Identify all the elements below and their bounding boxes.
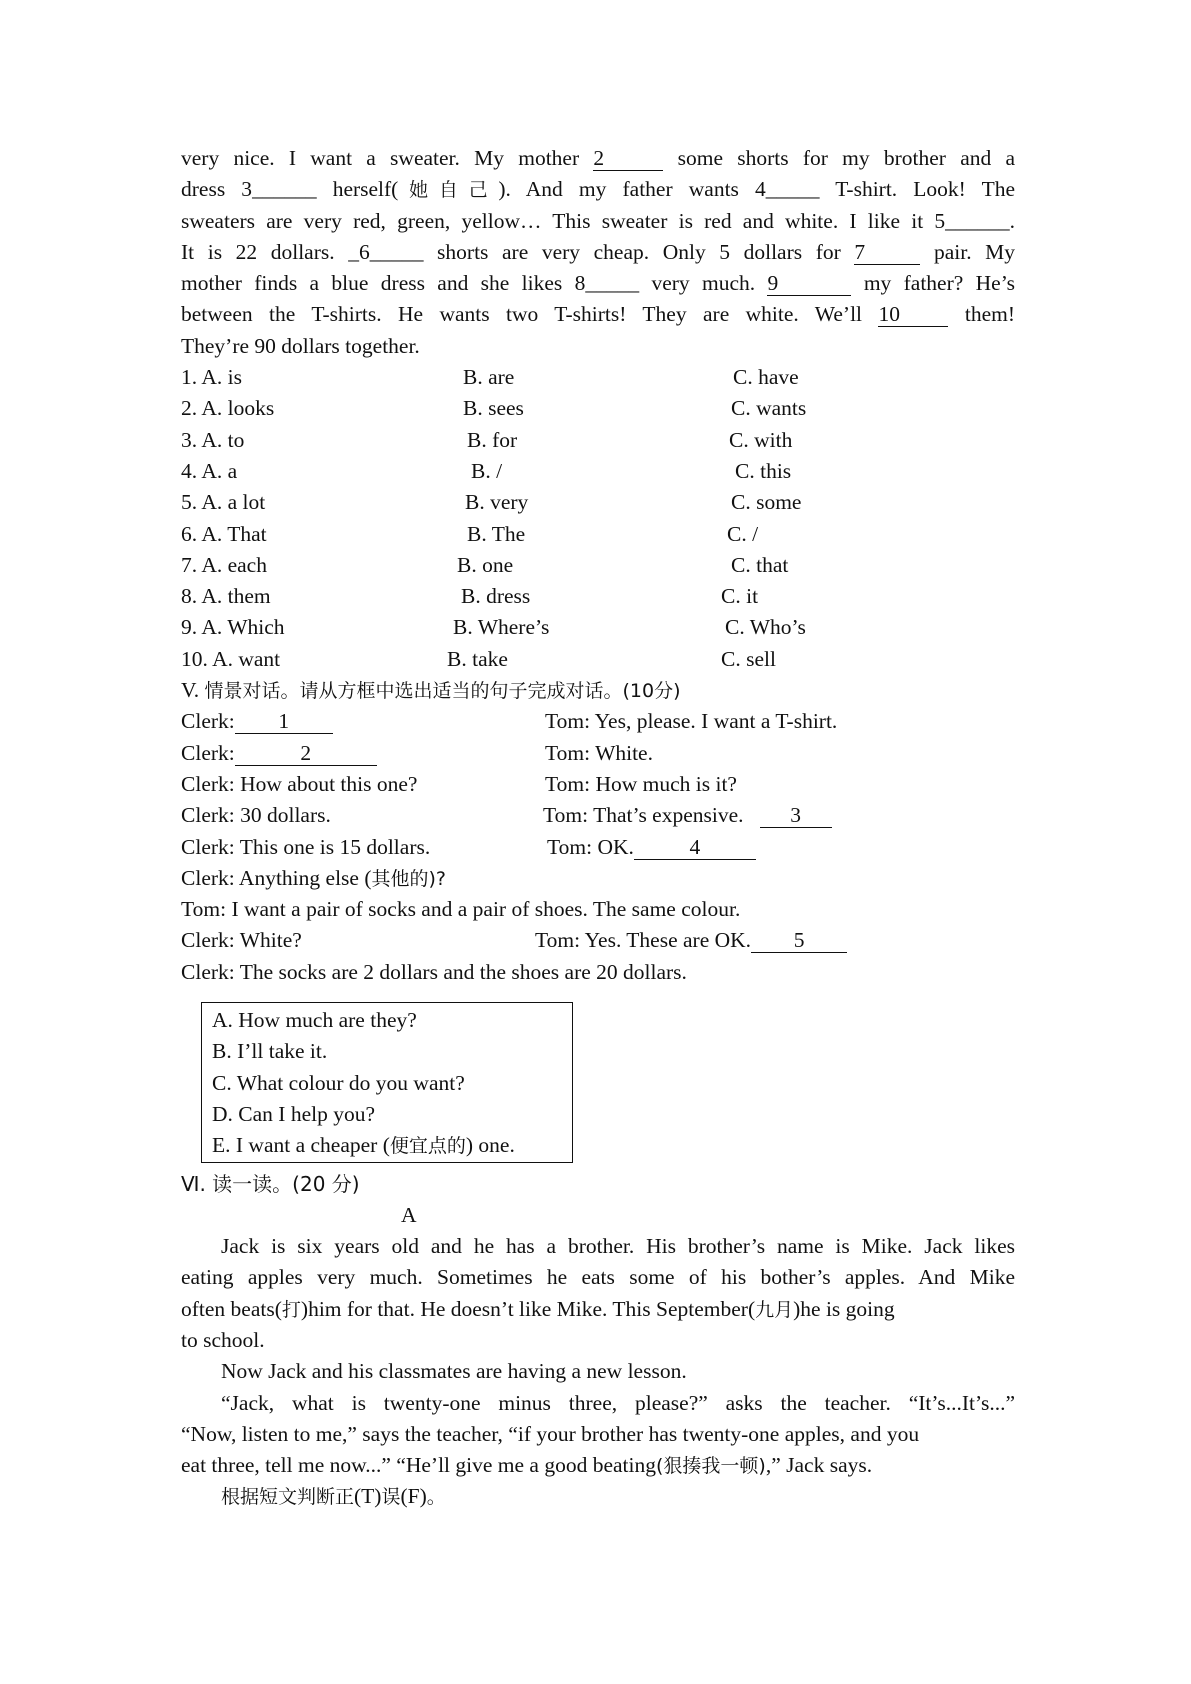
dialogue-row-4: Clerk: 30 dollars. Tom: That’s expensive. 3 xyxy=(181,800,1015,831)
dialogue-blank-1[interactable]: 1 xyxy=(235,709,333,734)
choice-a: A. How much are they? xyxy=(212,1008,417,1033)
option-c[interactable]: C. some xyxy=(731,490,802,515)
option-c[interactable]: C. sell xyxy=(721,646,776,671)
dialogue-row-5: Clerk: This one is 15 dollars. Tom: OK. 4 xyxy=(181,832,1015,863)
blank-4[interactable]: _____ xyxy=(765,177,820,202)
option-b[interactable]: B. Where’s xyxy=(453,615,550,640)
dialogue-row-1: Clerk: 1 Tom: Yes, please. I want a T-shirt. xyxy=(181,709,838,734)
option-c[interactable]: C. this xyxy=(735,458,792,483)
passage-line-4: It is 22 dollars. _6_____ shorts are very cheap. Only 5 dollars for 7 pair. My xyxy=(181,239,1015,264)
options-list xyxy=(181,362,1015,675)
section-5-heading: V. 情景对话。请从方框中选出适当的句子完成对话。(10分) xyxy=(181,678,681,703)
dialogue-blank-2[interactable]: 2 xyxy=(235,741,377,766)
option-b[interactable]: B. for xyxy=(467,427,518,452)
option-c[interactable]: C. it xyxy=(721,584,759,609)
option-b[interactable]: B. sees xyxy=(463,396,524,421)
option-b[interactable]: B. are xyxy=(463,365,515,390)
option-row xyxy=(181,425,1015,456)
blank-3[interactable]: ______ xyxy=(252,177,317,202)
dialogue-blank-4[interactable]: 4 xyxy=(634,835,756,860)
passage-line-6: between the T-shirts. He wants two T-shirts! They are white. We’ll 10 them! xyxy=(181,302,1015,327)
option-b[interactable]: B. one xyxy=(457,552,514,577)
passage-line-1: very nice. I want a sweater. My mother 2 some shorts for my brother and a xyxy=(181,146,1015,170)
reading-task-instruction: 根据短文判断正(T)误(F)。 xyxy=(221,1484,446,1509)
option-row xyxy=(181,550,1015,581)
reading-line-8: eat three, tell me now...” “He’ll give me a good beating(狠揍我一顿),” Jack says. xyxy=(181,1453,873,1478)
option-a[interactable]: 1. A. is xyxy=(181,365,242,390)
reading-line-7: “Now, listen to me,” says the teacher, “if your brother has twenty-one apples, and you xyxy=(181,1421,920,1446)
reading-line-2: eating apples very much. Sometimes he eats some of his bother’s apples. And Mike xyxy=(181,1265,1015,1290)
choice-e: E. I want a cheaper (便宜点的) one. xyxy=(212,1133,515,1158)
choice-d: D. Can I help you? xyxy=(212,1101,376,1126)
dialogue-row-7: Tom: I want a pair of socks and a pair of shoes. The same colour. xyxy=(181,897,741,922)
passage-line-5: mother finds a blue dress and she likes 8_____ very much. 9 my father? He’s xyxy=(181,271,1015,296)
passage-line-3: sweaters are very red, green, yellow… This sweater is red and white. I like it 5______. xyxy=(181,208,1015,233)
option-b[interactable]: B. The xyxy=(467,521,526,546)
option-a[interactable]: 5. A. a lot xyxy=(181,490,266,515)
blank-6[interactable]: _____ xyxy=(369,239,424,264)
dialogue-row-2: Clerk: 2 Tom: White. xyxy=(181,740,653,765)
option-a[interactable]: 4. A. a xyxy=(181,458,238,483)
option-c[interactable]: C. that xyxy=(731,552,789,577)
option-a[interactable]: 2. A. looks xyxy=(181,396,275,421)
option-c[interactable]: C. / xyxy=(727,521,759,546)
option-row xyxy=(181,612,1015,643)
blank-8[interactable]: _____ xyxy=(585,271,640,296)
option-c[interactable]: C. Who’s xyxy=(725,615,806,640)
dialogue-row-9: Clerk: The socks are 2 dollars and the shoes are 20 dollars. xyxy=(181,959,687,984)
option-b[interactable]: B. / xyxy=(471,458,503,483)
option-row xyxy=(181,393,1015,424)
worksheet-page xyxy=(181,143,1015,1513)
blank-10[interactable]: 10 xyxy=(878,302,948,327)
passage-a-title: A xyxy=(401,1202,417,1227)
option-row xyxy=(181,487,1015,518)
option-c[interactable]: C. have xyxy=(733,365,799,390)
option-a[interactable]: 3. A. to xyxy=(181,427,245,452)
choices-box xyxy=(201,1002,573,1162)
passage-line-7: They’re 90 dollars together. xyxy=(181,333,420,358)
option-a[interactable]: 8. A. them xyxy=(181,584,271,609)
option-b[interactable]: B. take xyxy=(447,646,508,671)
option-c[interactable]: C. wants xyxy=(731,396,807,421)
option-row xyxy=(181,362,1015,393)
blank-7[interactable]: 7 xyxy=(854,240,920,265)
passage-line-2: dress 3______ herself(她自己). And my father wants 4_____ T-shirt. Look! The xyxy=(181,177,1015,202)
section-6-heading: Ⅵ. 读一读。(20 分) xyxy=(181,1171,360,1196)
dialogue-blank-5[interactable]: 5 xyxy=(751,928,847,953)
option-b[interactable]: B. very xyxy=(465,490,529,515)
option-row xyxy=(181,581,1015,612)
dialogue-row-6: Clerk: Anything else (其他的)? xyxy=(181,865,447,890)
dialogue-row-8: Clerk: White? Tom: Yes. These are OK. 5 xyxy=(181,925,1015,956)
option-row xyxy=(181,456,1015,487)
reading-line-4: to school. xyxy=(181,1327,265,1352)
option-row xyxy=(181,644,1015,675)
option-c[interactable]: C. with xyxy=(729,427,793,452)
reading-line-5: Now Jack and his classmates are having a new lesson. xyxy=(221,1359,687,1384)
dialogue-row-3: Clerk: How about this one? Tom: How much is it? xyxy=(181,771,737,796)
choice-c: C. What colour do you want? xyxy=(212,1070,465,1095)
blank-2[interactable]: 2 xyxy=(593,146,663,171)
blank-9[interactable]: 9 xyxy=(767,271,851,296)
reading-line-6: “Jack, what is twenty-one minus three, please?” asks the teacher. “It’s...It’s...” xyxy=(221,1390,1015,1415)
option-a[interactable]: 10. A. want xyxy=(181,646,281,671)
dialogue-blank-3[interactable]: 3 xyxy=(760,803,832,828)
reading-line-1: Jack is six years old and he has a brother. His brother’s name is Mike. Jack likes xyxy=(221,1234,1015,1259)
choice-b: B. I’ll take it. xyxy=(212,1039,328,1064)
option-b[interactable]: B. dress xyxy=(461,584,531,609)
option-a[interactable]: 6. A. That xyxy=(181,521,267,546)
option-a[interactable]: 7. A. each xyxy=(181,552,267,577)
option-a[interactable]: 9. A. Which xyxy=(181,615,285,640)
option-row xyxy=(181,519,1015,550)
reading-line-3: often beats(打)him for that. He doesn’t like Mike. This September(九月)he is going xyxy=(181,1296,895,1321)
